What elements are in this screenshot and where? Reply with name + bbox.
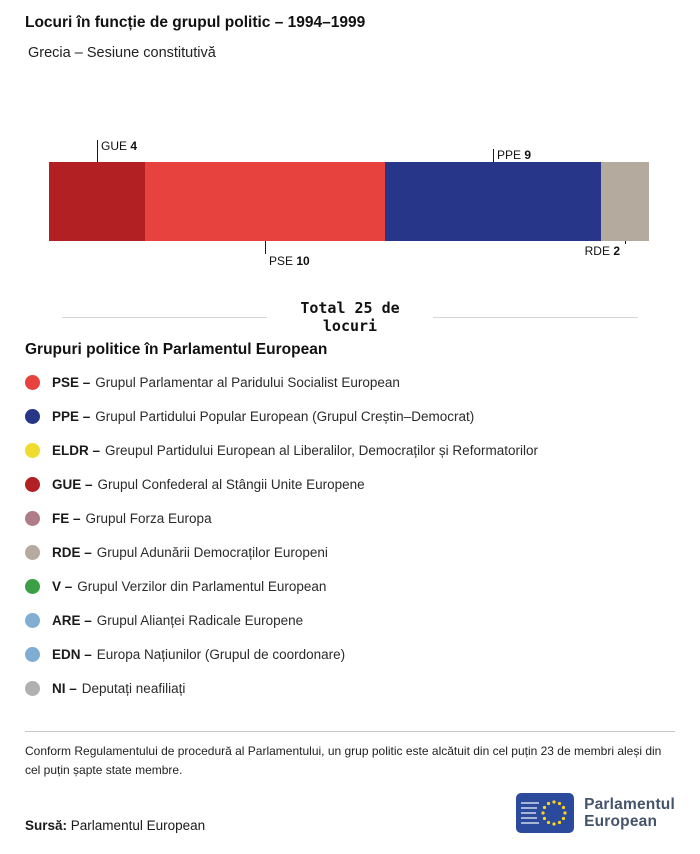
eu-flag-icon	[516, 793, 574, 833]
group-color-dot	[25, 647, 40, 662]
legend-item	[25, 365, 538, 399]
bar-segment-rde	[601, 162, 649, 241]
legend-item	[25, 535, 538, 569]
ep-logo-text-line2: European	[584, 813, 658, 830]
ep-logo-text	[584, 796, 675, 831]
legend-item	[25, 501, 538, 535]
group-desc: Grupul Partidului Popular European (Grupul Creștin–Democrat)	[95, 408, 475, 424]
legend-item	[25, 399, 538, 433]
group-abbr: EDN –	[52, 646, 92, 662]
legend-item	[25, 603, 538, 637]
callout-line	[265, 241, 266, 254]
total-seats-label: Total 25 de locuri	[300, 299, 400, 335]
group-abbr: PPE –	[52, 408, 91, 424]
legend-heading: Grupuri politice în Parlamentul European	[25, 341, 328, 358]
group-abbr: PSE –	[52, 374, 91, 390]
ep-logo	[516, 793, 675, 833]
group-color-dot	[25, 681, 40, 696]
group-abbr: ELDR –	[52, 442, 101, 458]
footer-divider	[25, 731, 675, 732]
group-color-dot	[25, 375, 40, 390]
group-desc: Grupul Parlamentar al Paridului Socialist European	[95, 374, 400, 390]
bar-segment-ppe	[385, 162, 601, 241]
group-abbr: RDE –	[52, 544, 92, 560]
group-color-dot	[25, 579, 40, 594]
group-abbr: GUE –	[52, 476, 93, 492]
page-title: Locuri în funcție de grupul politic – 1994–1999	[25, 14, 366, 31]
seats-chart	[49, 130, 649, 280]
group-color-dot	[25, 477, 40, 492]
legend-item	[25, 637, 538, 671]
bar-segment-pse	[145, 162, 385, 241]
legend-item	[25, 671, 538, 705]
callout-label: PSE 10	[269, 254, 310, 268]
callout-label: RDE 2	[584, 244, 620, 258]
group-color-dot	[25, 409, 40, 424]
legend-item	[25, 467, 538, 501]
group-desc: Grupul Alianței Radicale Europene	[96, 612, 304, 628]
group-abbr: V –	[52, 578, 73, 594]
callout-label: PPE 9	[497, 148, 532, 162]
ep-logo-text-line1: Parlamentul	[584, 795, 675, 813]
total-rule-right	[433, 317, 638, 318]
group-color-dot	[25, 613, 40, 628]
group-abbr: FE –	[52, 510, 81, 526]
callout-line	[97, 140, 98, 162]
callout-line	[625, 241, 626, 244]
source-value: Parlamentul European	[70, 818, 206, 833]
footnote: Conform Regulamentului de procedură al Parlamentului, un grup politic este alcătuit din cel puțin 23 de membri aleși din cel puțin șapte state membre.	[25, 744, 662, 777]
group-desc: Grupul Confederal al Stângii Unite Europene	[97, 476, 365, 492]
legend-item	[25, 569, 538, 603]
group-abbr: ARE –	[52, 612, 92, 628]
group-desc: Grupul Verzilor din Parlamentul European	[77, 578, 327, 594]
group-abbr: NI –	[52, 680, 77, 696]
group-color-dot	[25, 511, 40, 526]
group-desc: Grupul Adunării Democraților Europeni	[96, 544, 328, 560]
legend-item	[25, 433, 538, 467]
group-desc: Deputați neafiliați	[81, 680, 186, 696]
total-row	[25, 299, 675, 335]
stacked-bar	[49, 139, 649, 268]
callout-line	[493, 149, 494, 162]
group-desc: Greupul Partidului European al Liberalilor, Democraților și Reformatorilor	[105, 442, 538, 458]
total-rule-left	[62, 317, 267, 318]
legend-list	[25, 365, 538, 705]
group-desc: Grupul Forza Europa	[85, 510, 212, 526]
bar-segment-gue	[49, 162, 145, 241]
page-subtitle: Grecia – Sesiune constitutivă	[28, 45, 216, 61]
group-desc: Europa Națiunilor (Grupul de coordonare)	[96, 646, 346, 662]
callout-label: GUE 4	[101, 139, 138, 153]
source-line	[25, 818, 205, 833]
group-color-dot	[25, 545, 40, 560]
group-color-dot	[25, 443, 40, 458]
source-label: Sursă:	[25, 818, 68, 833]
